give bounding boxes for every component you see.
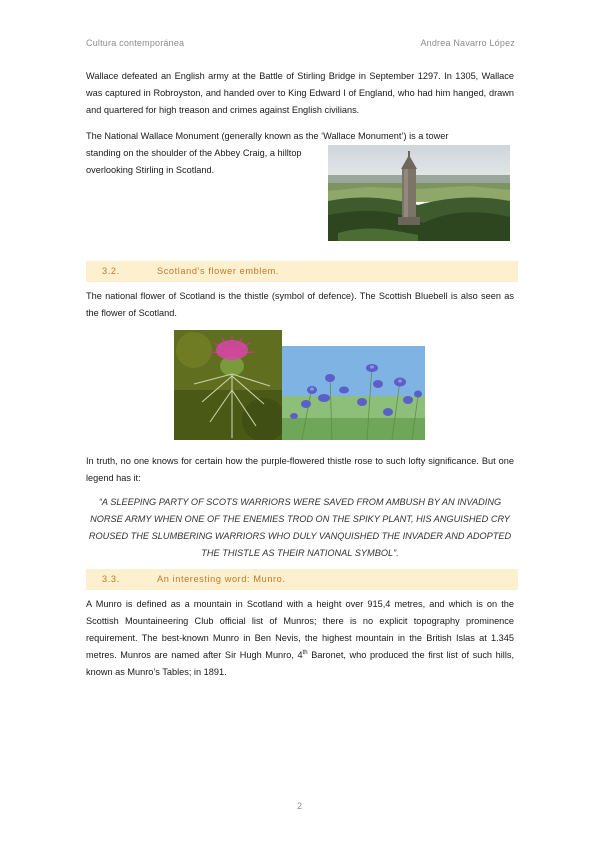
- paragraph-wallace: Wallace defeated an English army at the Battle of Stirling Bridge in September 1297. In 1305, Wallace was captured in Robroyston, and handed over to King Edward I of England, who had him hanged, drawn and quartered for high treason and crimes against English civilians.: [86, 71, 514, 115]
- thistle-image: [174, 330, 282, 440]
- paragraph-monument-rest: standing on the shoulder of the Abbey Craig, a hilltop overlooking Stirling in Scotland.: [86, 148, 302, 175]
- monument-photo: [328, 145, 510, 241]
- section-heading-3-2: [86, 261, 518, 282]
- bluebell-photo: [282, 346, 425, 440]
- section-title: Scotland’s flower emblem.: [157, 266, 280, 276]
- page-number: 2: [296, 801, 302, 811]
- section-heading-3-3: [86, 569, 518, 590]
- ordinal-suffix: th: [302, 649, 308, 656]
- monument-image: [328, 145, 510, 241]
- paragraph-thistle-legend-intro: In truth, no one knows for certain how the purple-flowered thistle rose to such lofty significance. But one legend has it:: [86, 456, 514, 483]
- thistle-photo: [174, 330, 282, 440]
- section-number: 3.3.: [102, 574, 120, 584]
- paragraph-national-flower: The national flower of Scotland is the thistle (symbol of defence). The Scottish Bluebell is also seen as the flower of Scotland.: [86, 291, 514, 318]
- paragraph-monument-line1: The National Wallace Monument (generally known as the ‘Wallace Monument’) is a tower: [86, 131, 449, 141]
- header-course-title: Cultura contemporánea: [86, 38, 185, 48]
- section-title: An interesting word: Munro.: [157, 574, 286, 584]
- munro-text-a: A Munro is defined as a mountain in Scotland with a height over 915,4 metres, and which is on the Scottish Mountaineering Club official list of Munros; there is no explicit topography prominence requirement. The best-known Munro in Ben Nevis, the highest mountain in the British Islas at 1.345 metres. Munros are named after Sir Hugh Munro, 4: [86, 599, 514, 660]
- header-author: Andrea Navarro López: [420, 38, 515, 48]
- bluebell-image: [282, 346, 425, 440]
- thistle-legend-quote: “A SLEEPING PARTY OF SCOTS WARRIORS WERE SAVED FROM AMBUSH BY AN INVADING NORSE ARMY WHEN ONE OF THE ENEMIES TROD ON THE SPIKY PLANT, HIS ANGUISHED CRY ROUSED THE SLUMBERING WARRIORS WHO DULY VANQUISHED THE INVADER AND ADOPTED THE THISTLE AS THEIR NATIONAL SYMBOL”.: [88, 497, 512, 558]
- paragraph-munro: [86, 596, 514, 681]
- munro-text-b: Baronet, who produced the first list of such hills, known as Munro’s Tables; in 1891.: [86, 650, 515, 677]
- section-number: 3.2.: [102, 266, 120, 276]
